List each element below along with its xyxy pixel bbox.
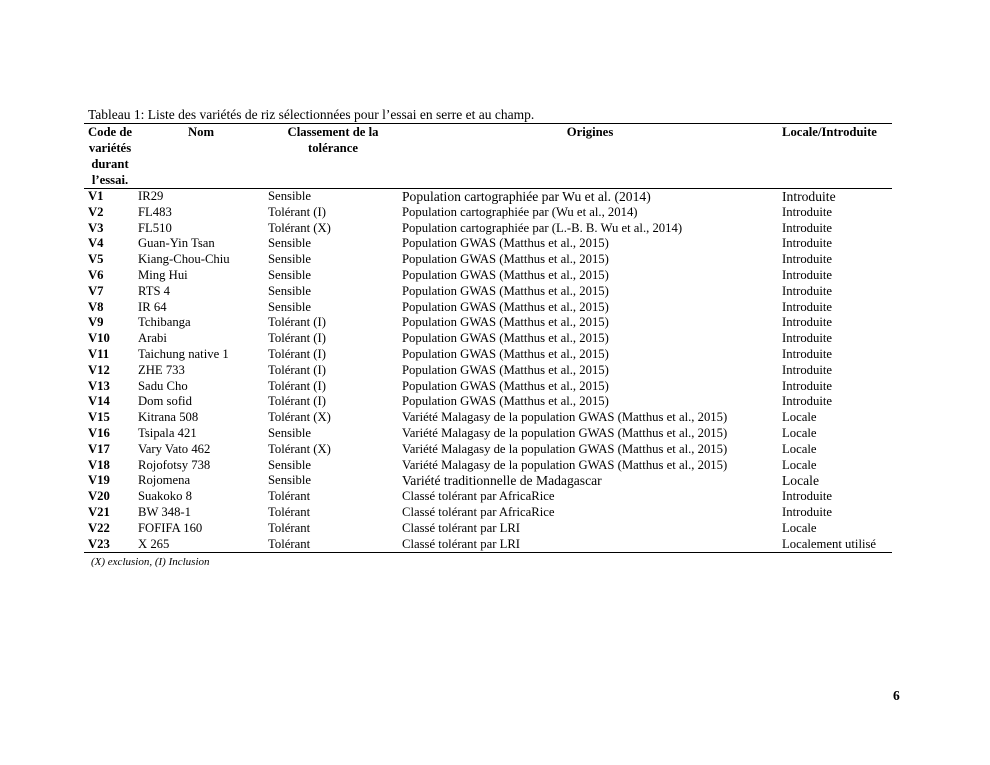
cell-statut: Locale [782,520,817,535]
cell-statut: Introduite [782,394,833,409]
cell-statut: Locale [782,410,817,425]
cell-code: V8 [88,299,104,314]
cell-nom: Rojomena [138,473,191,488]
cell-origine: Population GWAS (Matthus et al., 2015) [402,362,609,377]
header-code: Code de variétés durant l’essai. [87,125,133,187]
cell-nom: Arabi [138,331,167,346]
cell-statut: Introduite [782,315,833,330]
cell-origine: Population GWAS (Matthus et al., 2015) [402,331,609,346]
cell-origine: Variété Malagasy de la population GWAS (Matthus et al., 2015) [402,441,728,456]
cell-code: V5 [88,252,104,267]
table-row [84,489,892,505]
cell-nom: FOFIFA 160 [138,520,203,535]
cell-classement: Tolérant (I) [268,331,326,346]
cell-nom: Ming Hui [138,267,188,282]
header-origines: Origines [566,125,614,139]
cell-code: V17 [88,441,110,456]
cell-code: V20 [88,489,110,504]
cell-origine: Variété traditionnelle de Madagascar [402,473,602,489]
table-row [84,394,892,410]
cell-nom: IR 64 [138,299,167,314]
cell-statut: Introduite [782,267,833,282]
cell-nom: Rojofotsy 738 [138,457,211,472]
cell-code: V18 [88,457,110,472]
cell-statut: Introduite [782,252,833,267]
cell-classement: Tolérant [268,489,311,504]
table-row [84,331,892,347]
cell-statut: Introduite [782,204,833,219]
cell-origine: Variété Malagasy de la population GWAS (Matthus et al., 2015) [402,457,728,472]
cell-nom: Vary Vato 462 [138,441,211,456]
cell-origine: Population cartographiée par Wu et al. (2014) [402,189,651,204]
cell-statut: Introduite [782,504,833,519]
header-nom: Nom [187,125,215,139]
cell-statut: Introduite [782,489,833,504]
table-body [84,189,892,553]
cell-origine: Population GWAS (Matthus et al., 2015) [402,394,609,409]
table-row [84,426,892,442]
table-row [84,363,892,379]
cell-statut: Locale [782,473,819,489]
cell-classement: Tolérant (I) [268,315,326,330]
cell-origine: Population GWAS (Matthus et al., 2015) [402,299,609,314]
cell-origine: Variété Malagasy de la population GWAS (Matthus et al., 2015) [402,425,728,440]
cell-origine: Population cartographiée par (L.-B. B. Wu et al., 2014) [402,220,683,235]
header-statut: Locale/Introduite [782,125,877,139]
cell-classement: Tolérant [268,536,311,551]
cell-classement: Sensible [268,283,311,298]
cell-nom: Dom sofid [138,394,192,409]
cell-statut: Localement utilisé [782,536,877,551]
cell-origine: Classé tolérant par LRI [402,520,521,535]
table-row [84,521,892,537]
cell-classement: Sensible [268,189,311,203]
cell-classement: Tolérant [268,504,311,519]
table-row [84,347,892,363]
cell-statut: Introduite [782,378,833,393]
table-row [84,221,892,237]
cell-classement: Tolérant [268,520,311,535]
cell-statut: Introduite [782,346,833,361]
cell-classement: Sensible [268,236,311,251]
cell-origine: Population GWAS (Matthus et al., 2015) [402,252,609,267]
cell-statut: Introduite [782,220,833,235]
cell-code: V21 [88,504,110,519]
cell-origine: Classé tolérant par LRI [402,536,521,551]
cell-code: V13 [88,378,110,393]
page-number: 6 [893,688,900,703]
cell-classement: Sensible [268,299,311,314]
cell-classement: Tolérant (X) [268,441,331,456]
cell-code: V16 [88,425,110,440]
cell-nom: Kiang-Chou-Chiu [138,252,230,267]
cell-nom: Sadu Cho [138,378,188,393]
cell-origine: Population GWAS (Matthus et al., 2015) [402,267,609,282]
cell-classement: Sensible [268,252,311,267]
cell-origine: Population GWAS (Matthus et al., 2015) [402,283,609,298]
table-row [84,315,892,331]
cell-classement: Tolérant (X) [268,220,331,235]
table-row [84,473,892,489]
cell-classement: Sensible [268,425,311,440]
cell-classement: Tolérant (I) [268,362,326,377]
cell-classement: Tolérant (I) [268,394,326,409]
table-row [84,236,892,252]
table-row [84,410,892,426]
cell-origine: Classé tolérant par AfricaRice [402,489,555,504]
table-row [84,537,892,553]
cell-nom: BW 348-1 [138,504,191,519]
table-row [84,442,892,458]
cell-classement: Sensible [268,457,311,472]
table-row [84,205,892,221]
cell-statut: Introduite [782,362,833,377]
table-row [84,284,892,300]
cell-classement: Sensible [268,473,311,488]
cell-code: V11 [88,346,110,361]
cell-classement: Tolérant (I) [268,378,326,393]
cell-classement: Tolérant (I) [268,204,326,219]
cell-code: V10 [88,331,110,346]
table-row [84,379,892,395]
cell-classement: Tolérant (X) [268,410,331,425]
cell-classement: Sensible [268,267,311,282]
cell-nom: Kitrana 508 [138,410,199,425]
cell-code: V14 [88,394,110,409]
cell-code: V3 [88,220,104,235]
table-footnote: (X) exclusion, (I) Inclusion [91,556,210,568]
cell-origine: Population cartographiée par (Wu et al., 2014) [402,204,638,219]
cell-statut: Introduite [782,299,833,314]
cell-statut: Introduite [782,283,833,298]
table-header-row [84,124,892,189]
table-caption: Tableau 1: Liste des variétés de riz sélectionnées pour l’essai en serre et au champ. [88,107,535,122]
cell-nom: ZHE 733 [138,362,185,377]
cell-nom: Suakoko 8 [138,489,192,504]
cell-code: V23 [88,536,110,551]
cell-statut: Introduite [782,189,836,204]
cell-code: V7 [88,283,104,298]
cell-statut: Introduite [782,331,833,346]
rice-varieties-table [84,123,892,553]
table-row [84,252,892,268]
cell-code: V9 [88,315,104,330]
table-row [84,300,892,316]
cell-nom: Guan-Yin Tsan [138,236,215,251]
cell-code: V2 [88,204,104,219]
cell-nom: X 265 [138,536,170,551]
cell-statut: Locale [782,457,817,472]
cell-statut: Locale [782,425,817,440]
cell-origine: Population GWAS (Matthus et al., 2015) [402,346,609,361]
cell-code: V12 [88,362,110,377]
cell-nom: FL483 [138,204,172,219]
cell-code: V19 [88,473,110,488]
cell-origine: Variété Malagasy de la population GWAS (Matthus et al., 2015) [402,410,728,425]
table-row [84,505,892,521]
cell-code: V4 [88,236,104,251]
cell-statut: Introduite [782,236,833,251]
cell-code: V1 [88,189,104,203]
cell-nom: Tsipala 421 [138,425,197,440]
cell-origine: Population GWAS (Matthus et al., 2015) [402,315,609,330]
cell-origine: Population GWAS (Matthus et al., 2015) [402,378,609,393]
table-row [84,458,892,474]
cell-statut: Locale [782,441,817,456]
cell-origine: Classé tolérant par AfricaRice [402,504,555,519]
cell-code: V22 [88,520,110,535]
cell-nom: Taichung native 1 [138,346,229,361]
cell-nom: RTS 4 [138,283,171,298]
cell-code: V6 [88,267,104,282]
cell-origine: Population GWAS (Matthus et al., 2015) [402,236,609,251]
cell-nom: Tchibanga [138,315,191,330]
table-row [84,268,892,284]
cell-nom: IR29 [138,189,164,203]
cell-classement: Tolérant (I) [268,346,326,361]
table-row [84,189,892,205]
cell-nom: FL510 [138,220,172,235]
header-classement: Classement de la tolérance [287,125,379,155]
cell-code: V15 [88,410,110,425]
